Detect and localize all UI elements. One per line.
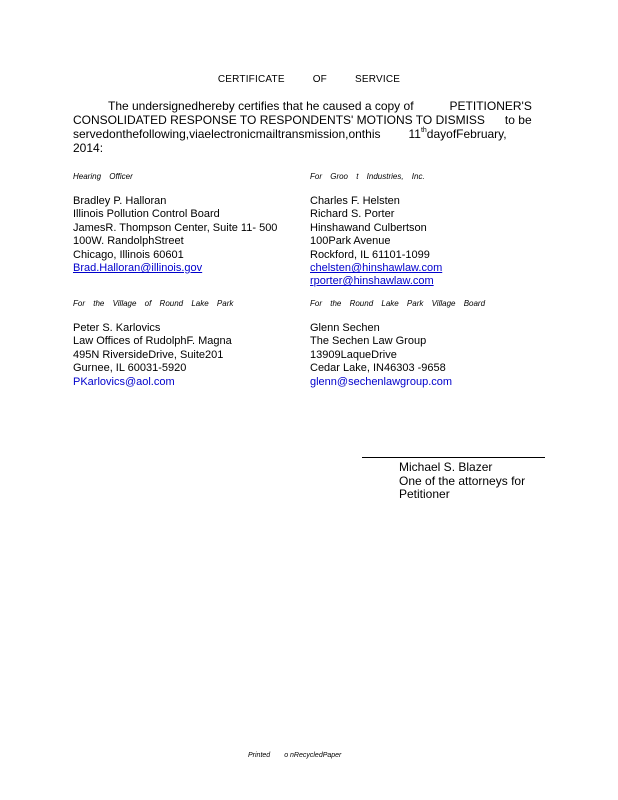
signer-role: Petitioner [399, 487, 450, 502]
title-word: CERTIFICATE [217, 74, 285, 85]
address-line: Richard S. Porter [310, 208, 395, 221]
footer-text: Printed [248, 752, 271, 759]
address-line: The Sechen Law Group [310, 335, 427, 348]
paragraph-line [73, 113, 553, 127]
page-footer [248, 752, 341, 759]
paragraph-text: 2014: [73, 141, 104, 155]
recipient-label: Hearing Officer [73, 172, 133, 181]
address-line: Law Offices of RudolphF. Magna [73, 335, 232, 348]
document-title [0, 74, 618, 85]
signer-role: One of the attorneys for [399, 473, 526, 488]
recipient-address-block [73, 322, 232, 389]
recipient-label: For the Village of Round Lake Park [73, 299, 234, 308]
address-line: Rockford, IL 61101-1099 [310, 248, 430, 261]
address-line: Hinshawand Culbertson [310, 221, 427, 234]
paragraph-text: CONSOLIDATED RESPONSE TO RESPONDENTS' MOTIONS TO DISMISS [73, 113, 485, 127]
title-word: SERVICE [355, 74, 401, 85]
address-line: Bradley P. Halloran [73, 195, 167, 207]
email-link[interactable]: chelsten@hinshawlaw.com [310, 262, 443, 275]
address-line: JamesR. Thompson Center, Suite 11- 500 [73, 221, 278, 234]
paragraph-text: servedonthefollowing,viaelectronicmailtransmission,onthis [73, 127, 381, 141]
address-line: Glenn Sechen [310, 322, 380, 334]
email-link[interactable]: PKarlovics@aol.com [73, 375, 175, 388]
paragraph-text: PETITIONER'S [449, 99, 532, 113]
day-number: 11 [408, 127, 421, 141]
recipient-address-block [310, 322, 452, 389]
address-line: Peter S. Karlovics [73, 322, 161, 334]
address-line: 495N RiversideDrive, Suite201 [73, 348, 224, 361]
email-link[interactable]: rporter@hinshawlaw.com [310, 275, 434, 288]
address-line: Cedar Lake, IN46303 -9658 [310, 362, 446, 375]
paragraph-line [73, 141, 553, 155]
title-word: OF [312, 74, 327, 85]
paragraph-text: dayofFebruary, [426, 127, 507, 141]
signature-block [399, 461, 525, 502]
recipient-label: For the Round Lake Park Village Board [310, 299, 486, 308]
address-line: Illinois Pollution Control Board [73, 208, 220, 221]
address-line: Charles F. Helsten [310, 195, 400, 207]
email-link[interactable]: Brad.Halloran@illinois.gov [73, 262, 203, 275]
email-link[interactable]: glenn@sechenlawgroup.com [310, 375, 453, 388]
paragraph-text: to be [504, 113, 532, 127]
address-line: Chicago, Illinois 60601 [73, 248, 184, 261]
certification-paragraph [73, 99, 553, 155]
day-suffix: th [420, 127, 427, 134]
address-line: 100Park Avenue [310, 235, 391, 248]
signer-name: Michael S. Blazer [399, 460, 493, 474]
recipient-address-block [73, 195, 277, 275]
paragraph-line [73, 99, 553, 113]
recipient-address-block [310, 195, 442, 289]
signature-line [362, 457, 545, 458]
recipient-label: For Groo t Industries, Inc. [310, 172, 425, 181]
address-line: 13909LaqueDrive [310, 348, 397, 361]
address-line: Gurnee, IL 60031-5920 [73, 362, 187, 375]
address-line: 100W. RandolphStreet [73, 235, 184, 248]
paragraph-line [73, 127, 553, 141]
footer-text: o nRecycledPaper [284, 752, 342, 759]
paragraph-text: The undersignedhereby certifies that he caused a copy of [108, 99, 414, 113]
